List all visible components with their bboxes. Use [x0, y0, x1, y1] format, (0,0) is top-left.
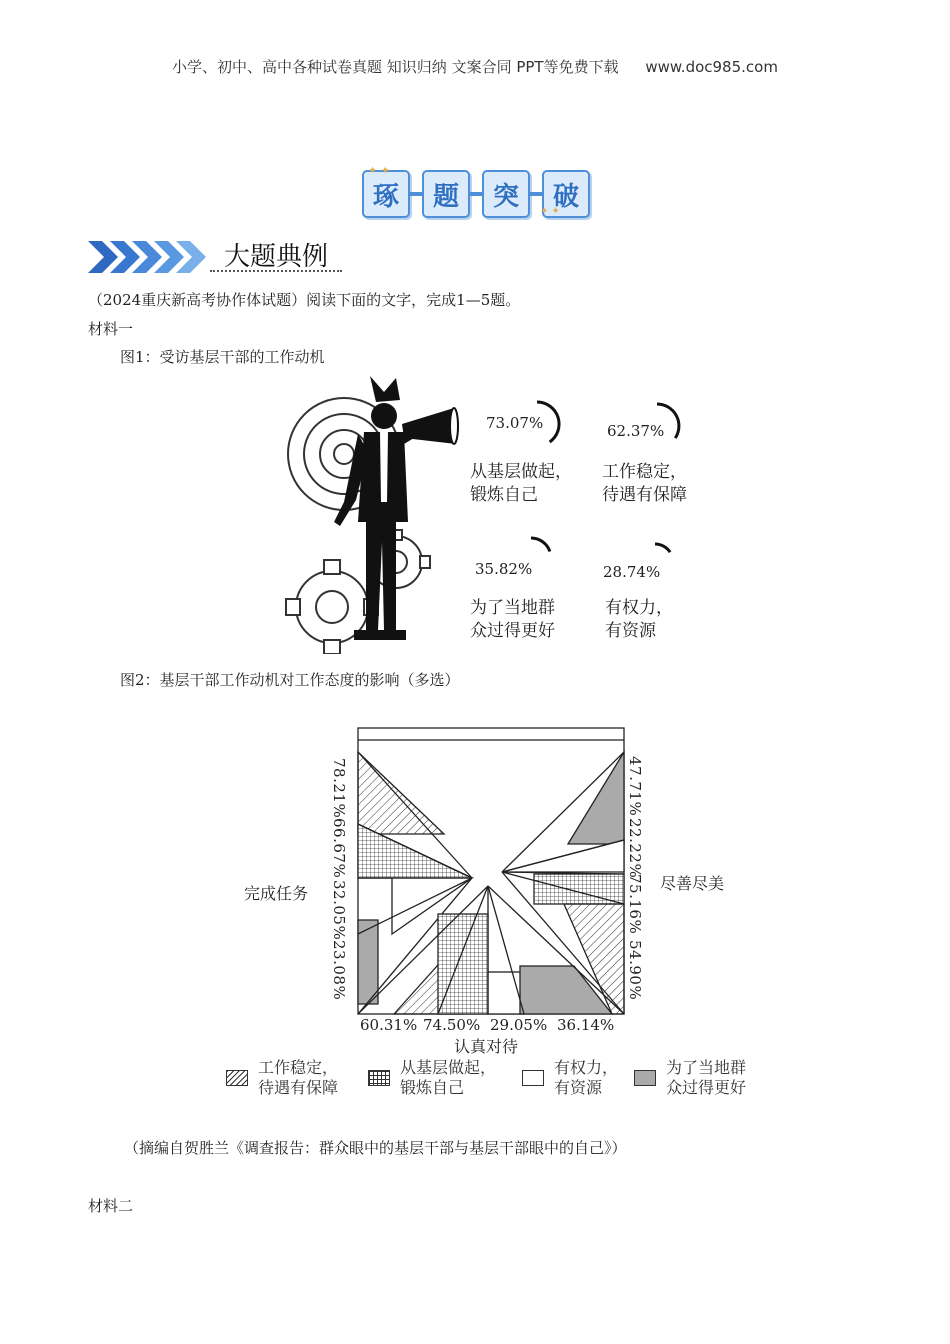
- banner-chip: 琢: [362, 170, 410, 218]
- left-value: 78.21%: [330, 758, 348, 819]
- stat-label: 工作稳定， 待遇有保障: [602, 462, 687, 505]
- legend-label: 从基层做起， 锻炼自己: [400, 1058, 497, 1097]
- site-header-url[interactable]: www.doc985.com: [645, 58, 778, 76]
- legend-swatch-grid: [368, 1070, 390, 1086]
- section-title: 大题典例: [224, 242, 329, 272]
- chevrons-icon: [88, 241, 214, 273]
- legend-item: [368, 1058, 496, 1098]
- bottom-value: 36.14%: [557, 1016, 615, 1034]
- legend-swatch-diagonal: [226, 1070, 248, 1086]
- stat-percent: 73.07%: [486, 414, 544, 432]
- banner-chip: 破: [542, 170, 590, 218]
- material2-label: 材料二: [88, 1197, 134, 1215]
- right-value: 47.71%: [626, 756, 644, 817]
- right-axis-label: 尽善尽美: [660, 874, 725, 893]
- banner-link: [470, 192, 482, 196]
- stat-label: 有权力， 有资源: [605, 598, 673, 641]
- stat-arc: [655, 544, 670, 552]
- stat-label: 为了当地群 众过得更好: [470, 598, 555, 641]
- left-axis-label: 完成任务: [244, 884, 309, 903]
- stat-percent: 28.74%: [603, 563, 661, 581]
- banner-chip: 突: [482, 170, 530, 218]
- right-value: 22.22%: [626, 818, 644, 879]
- stat-percent: 62.37%: [607, 422, 665, 440]
- stat-percent: 35.82%: [475, 560, 533, 578]
- figure1-caption: 图1：受访基层干部的工作动机: [120, 348, 325, 366]
- right-value: 54.90%: [626, 940, 644, 1001]
- figure1-illustration: [284, 372, 474, 654]
- banner-link: [530, 192, 542, 196]
- legend-label: 工作稳定， 待遇有保障: [258, 1058, 339, 1097]
- legend-swatch-blank: [522, 1070, 544, 1086]
- legend-item: [522, 1058, 618, 1098]
- right-bar-grid: [534, 874, 624, 904]
- banner-sparkle-icon: ✦ ✦: [368, 164, 390, 177]
- stat-label: 从基层做起， 锻炼自己: [470, 462, 572, 505]
- section-underline: [210, 270, 342, 272]
- site-header-text: 小学、初中、高中各种试卷真题 知识归纳 文案合同 PPT等免费下载: [172, 58, 619, 76]
- banner-sparkle-icon: ✦ ✦: [540, 206, 560, 217]
- intro-text: （2024重庆新高考协作体试题）阅读下面的文字，完成1—5题。: [88, 291, 521, 309]
- left-value: 66.67%: [330, 818, 348, 879]
- left-value: 23.08%: [330, 940, 348, 1001]
- bottom-value: 74.50%: [423, 1016, 481, 1034]
- legend-label: 为了当地群 众过得更好: [666, 1058, 747, 1097]
- right-value: 75.16%: [626, 874, 644, 935]
- material1-label: 材料一: [88, 320, 134, 338]
- left-value: 32.05%: [330, 880, 348, 941]
- legend-swatch-gray: [634, 1070, 656, 1086]
- banner-link: [410, 192, 422, 196]
- source-citation: （摘编自贺胜兰《调查报告：群众眼中的基层干部与基层干部眼中的自己》）: [124, 1139, 627, 1157]
- stat-arc: [531, 538, 550, 552]
- banner-chip: 题: [422, 170, 470, 218]
- figure2-diagram: [354, 724, 628, 1034]
- site-header: [0, 56, 950, 77]
- bottom-value: 29.05%: [490, 1016, 548, 1034]
- legend-item: [634, 1058, 746, 1098]
- legend-item: [226, 1058, 338, 1098]
- legend-label: 有权力， 有资源: [554, 1058, 619, 1097]
- bottom-value: 60.31%: [360, 1016, 418, 1034]
- bottom-bar-grid: [438, 914, 488, 1014]
- figure2-caption: 图2：基层干部工作动机对工作态度的影响（多选）: [120, 671, 460, 689]
- bottom-axis-label: 认真对待: [454, 1037, 519, 1056]
